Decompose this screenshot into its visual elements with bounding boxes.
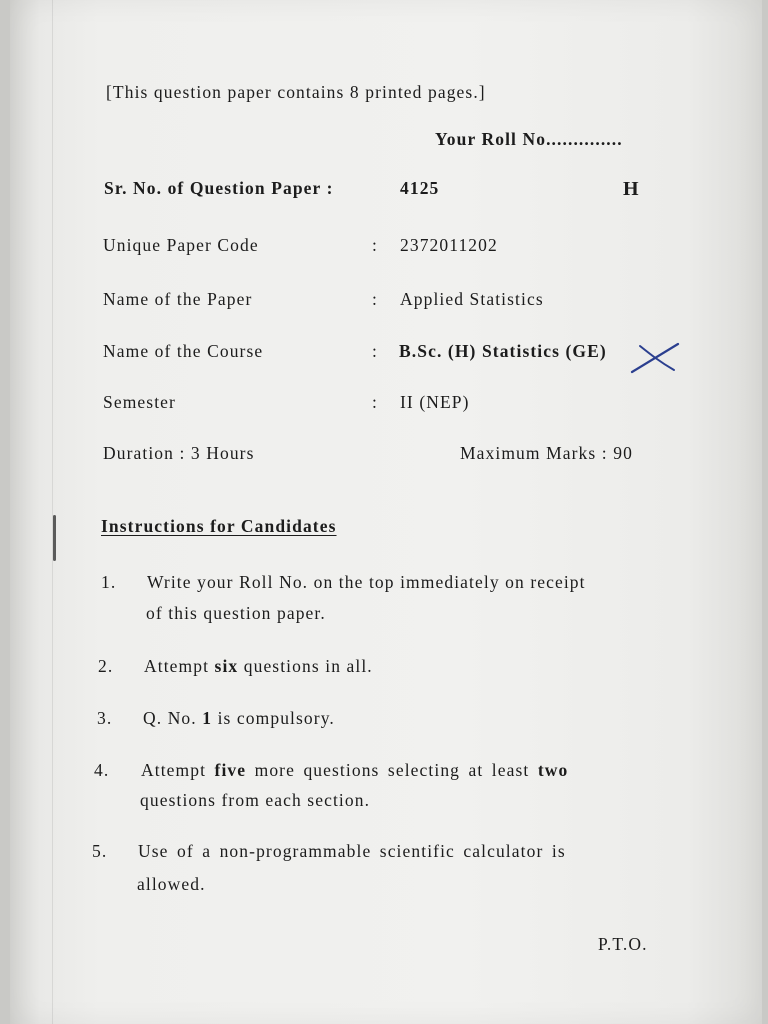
pen-strike-mark — [626, 338, 686, 376]
question-paper-page — [10, 0, 762, 1024]
instruction-number: 5. — [92, 841, 108, 861]
duration: Duration : 3 Hours — [103, 443, 255, 463]
instruction-number: 2. — [98, 656, 114, 676]
instruction-5-line-2: allowed. — [137, 874, 206, 894]
maximum-marks: Maximum Marks : 90 — [460, 443, 633, 463]
serial-value: 4125 — [400, 178, 440, 198]
upc-value: 2372011202 — [400, 235, 498, 255]
paper-name-colon: : — [372, 289, 378, 309]
semester-colon: : — [372, 392, 378, 412]
instruction-5-line-1: Use of a non-programmable scientific calculator is — [138, 841, 566, 861]
instruction-1-line-1: Write your Roll No. on the top immediately on receipt — [147, 572, 586, 592]
pages-note: [This question paper contains 8 printed pages.] — [106, 82, 486, 102]
page-fold-line — [52, 0, 53, 1024]
pto-marker: P.T.O. — [598, 934, 648, 954]
instruction-2: Attempt six questions in all. — [144, 656, 373, 676]
semester-label: Semester — [103, 392, 176, 412]
instruction-number: 1. — [101, 572, 117, 592]
instruction-4-line-1: Attempt five more questions selecting at least two — [141, 760, 569, 780]
course-name-value: B.Sc. (H) Statistics (GE) — [399, 341, 607, 361]
instruction-number: 4. — [94, 760, 110, 780]
instruction-4-line-2: questions from each section. — [140, 790, 371, 810]
upc-label: Unique Paper Code — [103, 235, 259, 255]
semester-value: II (NEP) — [400, 392, 470, 412]
instructions-heading: Instructions for Candidates — [101, 516, 337, 536]
instruction-1-line-2: of this question paper. — [146, 603, 326, 623]
course-name-label: Name of the Course — [103, 341, 264, 361]
serial-label: Sr. No. of Question Paper : — [104, 178, 334, 198]
upc-colon: : — [372, 235, 378, 255]
instruction-3: Q. No. 1 is compulsory. — [143, 708, 335, 728]
paper-name-value: Applied Statistics — [400, 289, 544, 309]
paper-name-label: Name of the Paper — [103, 289, 253, 309]
staple-mark — [53, 515, 56, 561]
course-name-colon: : — [372, 341, 378, 361]
instruction-number: 3. — [97, 708, 113, 728]
roll-number-field: Your Roll No.............. — [435, 129, 623, 149]
set-letter: H — [623, 178, 640, 200]
